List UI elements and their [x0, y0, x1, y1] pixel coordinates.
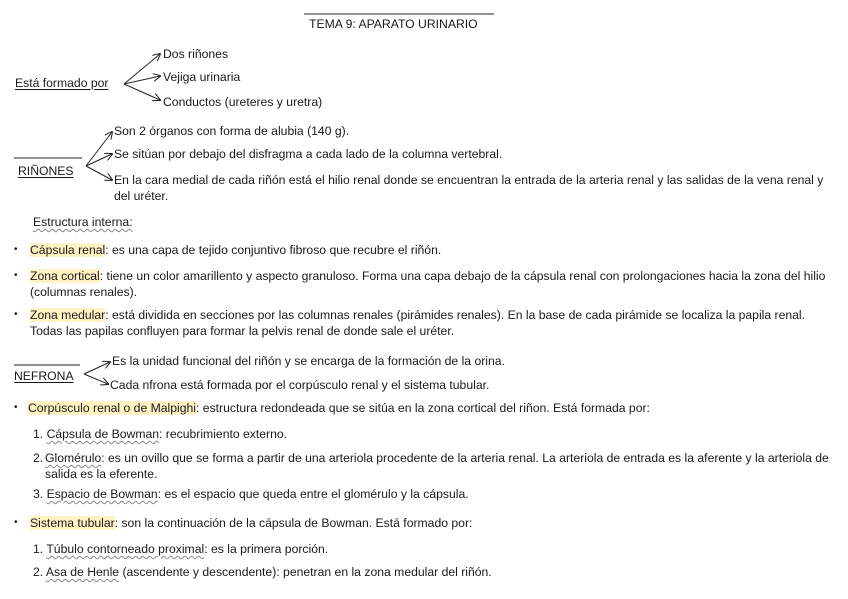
item-term: Asa de Henle: [45, 565, 120, 579]
corpusculo-item: [33, 426, 287, 442]
item-term: Espacio de Bowman: [46, 487, 158, 501]
nefrona-item: Cada nfrona está formada por el corpúsculo renal y el sistema tubular.: [110, 378, 490, 392]
corpusculo-item: [33, 486, 469, 502]
nefrona-item: Es la unidad funcional del riñón y se encarga de la formación de la orina.: [112, 354, 505, 368]
corpusculo-item: [45, 450, 830, 482]
item-number: 1.: [33, 427, 44, 441]
corpusculo-heading: [28, 400, 650, 416]
rinones-arrows: [86, 132, 112, 180]
item-term: Glomérulo: [45, 451, 102, 465]
composition-item: Conductos (ureteres y uretra): [163, 95, 323, 109]
rinones-item: Son 2 órganos con forma de alubia (140 g).: [114, 124, 350, 138]
item-text: : estructura redondeada que se sitúa en la zona cortical del riñon. Está formada por:: [196, 401, 650, 415]
estructura-item: [30, 268, 830, 300]
bullet-icon: •: [14, 402, 18, 413]
item-term: Cápsula de Bowman: [46, 427, 160, 441]
estructura-item: [30, 307, 836, 339]
item-text: (ascendente y descendente): penetran en la zona medular del riñón.: [119, 565, 492, 579]
composition-label: Está formado por: [15, 76, 109, 90]
nefrona-label: NEFRONA: [14, 369, 74, 383]
item-number: 2.: [33, 565, 44, 579]
bullet-icon: •: [14, 517, 18, 528]
item-text: : está dividida en secciones por las columnas renales (pirámides renales). En la base de cada pirámide se localiza la papila renal. Todas las papilas confluyen para formar la pelvis renal de donde sale el uréter.: [30, 308, 806, 338]
item-number: 3.: [33, 487, 44, 501]
term-highlight: Zona medular: [30, 308, 106, 322]
item-number: 1.: [33, 542, 44, 556]
item-text: : son la continuación de la cápsula de Bowman. Está formado por:: [114, 516, 473, 530]
composition-item: Dos riñones: [163, 47, 229, 61]
term-highlight: Zona cortical: [30, 269, 100, 283]
nefrona-arrows: [84, 362, 110, 384]
item-text: : es la primera porción.: [204, 542, 329, 556]
bullet-icon: •: [14, 270, 18, 281]
item-text: : es una capa de tejido conjuntivo fibroso que recubre el riñón.: [105, 243, 442, 257]
item-term: Túbulo contorneado proximal: [46, 542, 205, 556]
term-highlight: Cápsula renal: [30, 243, 106, 257]
tubular-item: [33, 564, 492, 580]
item-text: : recubrimiento externo.: [159, 427, 288, 441]
item-text: : es un ovillo que se forma a partir de una arteriola procedente de la arteria renal. La arteriola de entrada es la aferente y la arteriola de salida es la eferente.: [45, 451, 829, 481]
bullet-icon: •: [14, 309, 18, 320]
page-title: TEMA 9: APARATO URINARIO: [309, 17, 478, 31]
item-text: : tiene un color amarillento y aspecto granuloso. Forma una capa debajo de la cápsula renal con prolongaciones hacia la zona del hilio (columnas renales).: [30, 269, 826, 299]
estructura-label: Estructura interna:: [33, 215, 133, 229]
estructura-item: [30, 242, 830, 258]
tubular-item: [33, 541, 328, 557]
term-highlight: Corpúsculo renal o de Malpighi: [28, 401, 197, 415]
item-text: : es el espacio que queda entre el glomérulo y la cápsula.: [157, 487, 469, 501]
item-number: 2.: [33, 451, 44, 465]
bullet-icon: •: [14, 244, 18, 255]
rinones-label: RIÑONES: [18, 164, 74, 178]
composition-item: Vejiga urinaria: [163, 70, 241, 84]
rinones-item: Se sitúan por debajo del disfragma a cada lado de la columna vertebral.: [114, 147, 503, 161]
rinones-item: En la cara medial de cada riñón está el hilio renal donde se encuentran la entrada de la arteria renal y las salidas de la vena renal y del uréter.: [114, 173, 824, 203]
term-highlight: Sistema tubular: [30, 516, 115, 530]
composition-arrows: [124, 54, 160, 100]
tubular-heading: [30, 515, 472, 531]
